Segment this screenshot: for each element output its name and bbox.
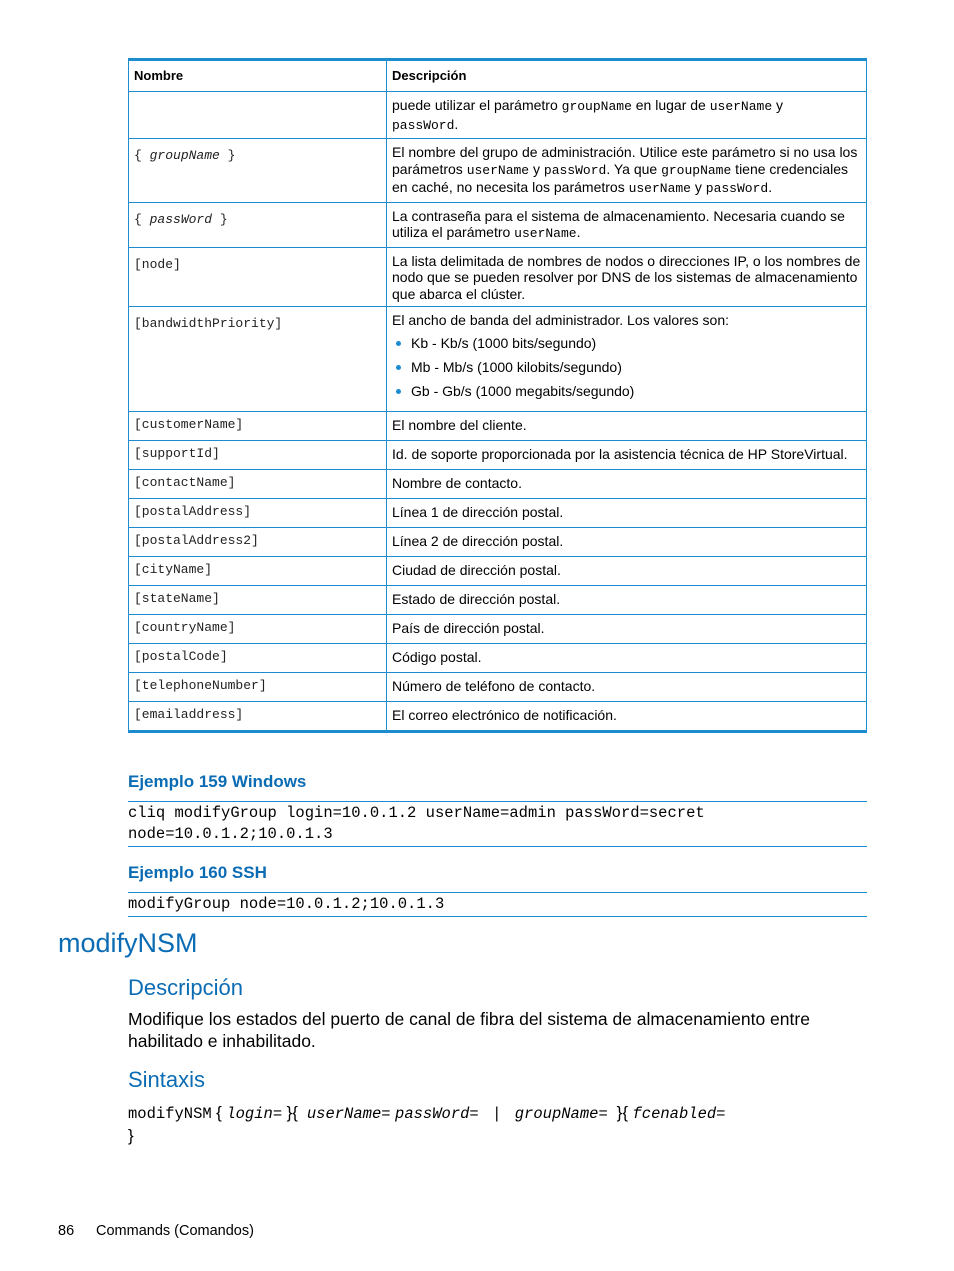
param-desc-cell: Línea 2 de dirección postal. [387, 527, 867, 556]
syntax-brace: { [292, 1103, 298, 1122]
param-name: passWord [149, 211, 213, 227]
syntax-pipe: | [492, 1105, 502, 1123]
param-desc-cell: País de dirección postal. [387, 614, 867, 643]
param-name-cell: [telephoneNumber] [129, 672, 387, 701]
syntax-heading: Sintaxis [128, 1067, 206, 1092]
example-160-title: Ejemplo 160 SSH [128, 863, 267, 882]
code-line: modifyGroup node=10.0.1.2;10.0.1.3 [128, 895, 445, 913]
syntax-brace: } [128, 1126, 134, 1145]
desc-text: y [772, 97, 784, 113]
page-number: 86 [58, 1223, 75, 1239]
value-list [392, 335, 861, 400]
bullet-icon [396, 389, 401, 394]
table-row [129, 139, 867, 203]
param-desc-cell [387, 92, 867, 139]
code-term: groupName [661, 162, 732, 178]
param-name-cell: [emailaddress] [129, 701, 387, 731]
desc-text: y [529, 160, 544, 177]
param-desc-cell: El nombre del cliente. [387, 411, 867, 440]
desc-text: . [576, 224, 581, 240]
brace: { [134, 211, 150, 227]
syntax-param: passWord= [395, 1105, 479, 1123]
syntax-brace: } [286, 1103, 293, 1122]
table-row [129, 440, 867, 469]
param-name-cell: [cityName] [129, 556, 387, 585]
table-row [129, 527, 867, 556]
table-row [129, 672, 867, 701]
bullet-icon [396, 365, 401, 370]
param-desc-cell: La lista delimitada de nombres de nodos o direcciones IP, o los nombres de nodo que se pueden resolver por DNS de los sistemas de almacenamiento que abarca el clúster. [387, 247, 867, 307]
param-name-cell: [postalCode] [129, 643, 387, 672]
example-159-code [128, 801, 867, 847]
list-item-text: Mb - Mb/s (1000 kilobits/segundo) [411, 358, 622, 375]
column-header-description: Descripción [387, 60, 867, 92]
brace: } [212, 211, 228, 227]
code-term: groupName [561, 99, 632, 114]
syntax-param: fcenabled= [632, 1105, 726, 1123]
desc-text: . [454, 115, 459, 132]
syntax-brace: { [622, 1103, 629, 1122]
bullet-icon [396, 341, 401, 346]
desc-text: en lugar de [631, 97, 710, 113]
table-row [129, 92, 867, 139]
code-term: userName [514, 226, 577, 241]
param-name-cell: [countryName] [129, 614, 387, 643]
list-item [392, 359, 861, 376]
param-name-cell: [stateName] [129, 585, 387, 614]
list-item-text: Gb - Gb/s (1000 megabits/segundo) [411, 382, 635, 399]
code-term: userName [466, 162, 530, 178]
desc-text: . [768, 179, 773, 195]
example-159-title: Ejemplo 159 Windows [128, 772, 307, 791]
table-row [129, 498, 867, 527]
param-name-cell [129, 202, 387, 247]
param-desc-cell: Estado de dirección postal. [387, 585, 867, 614]
syntax-command: modifyNSM [128, 1105, 212, 1123]
param-name-cell: [customerName] [129, 411, 387, 440]
param-name-cell: [supportId] [129, 440, 387, 469]
code-line: node=10.0.1.2;10.0.1.3 [128, 825, 333, 843]
list-item-text: Kb - Kb/s (1000 bits/segundo) [411, 334, 597, 351]
brace: } [219, 148, 236, 163]
code-term: userName [709, 99, 773, 114]
code-term: userName [628, 181, 691, 196]
syntax-param: login= [226, 1105, 283, 1123]
syntax-line [128, 1102, 873, 1147]
description-text: Modifique los estados del puerto de canal de fibra del sistema de almacenamiento entre habilitado e inhabilitado. [128, 1009, 810, 1051]
desc-text: tiene credenciales en caché, no necesita los parámetros [392, 160, 849, 195]
desc-text: El ancho de banda del administrador. Los valores son: [392, 312, 729, 328]
code-line: cliq modifyGroup login=10.0.1.2 userName=admin passWord=secret [128, 804, 705, 822]
table-row [129, 701, 867, 731]
syntax-brace: { [216, 1103, 222, 1122]
param-name-cell: [bandwidthPriority] [129, 307, 387, 412]
table-row [129, 469, 867, 498]
list-item [392, 383, 861, 400]
table-header-row [129, 60, 867, 92]
code-term: passWord [543, 162, 607, 178]
code-term: passWord [705, 181, 769, 196]
param-desc-cell: Código postal. [387, 643, 867, 672]
table-row [129, 614, 867, 643]
desc-text: La contraseña para el sistema de almacenamiento. Necesaria cuando se utiliza el parámetro [392, 207, 845, 240]
param-desc-cell [387, 139, 867, 203]
param-desc-cell: Id. de soporte proporcionada por la asistencia técnica de HP StoreVirtual. [387, 440, 867, 469]
desc-text: puede utilizar el parámetro [392, 97, 562, 113]
table-row [129, 411, 867, 440]
list-item [392, 335, 861, 352]
syntax-param: userName= [306, 1105, 391, 1123]
param-name-cell: [contactName] [129, 469, 387, 498]
param-desc-cell [387, 307, 867, 412]
param-name-cell: [postalAddress2] [129, 527, 387, 556]
param-desc-cell: El correo electrónico de notificación. [387, 701, 867, 731]
brace: { [134, 148, 150, 163]
parameter-table [128, 58, 867, 733]
param-name-cell: [node] [129, 247, 387, 307]
param-name-cell [129, 92, 387, 139]
column-header-name: Nombre [129, 60, 387, 92]
table-row [129, 202, 867, 247]
param-name-cell [129, 139, 387, 203]
syntax-param: groupName= [514, 1105, 608, 1123]
param-desc-cell [387, 202, 867, 247]
param-desc-cell: Línea 1 de dirección postal. [387, 498, 867, 527]
page-footer [58, 1223, 254, 1239]
param-name-cell: [postalAddress] [129, 498, 387, 527]
description-heading: Descripción [128, 975, 243, 1000]
desc-text: y [691, 179, 706, 195]
param-desc-cell: Nombre de contacto. [387, 469, 867, 498]
syntax-brace: } [616, 1103, 623, 1122]
table-row [129, 556, 867, 585]
param-name: groupName [149, 148, 220, 163]
param-desc-cell: Ciudad de dirección postal. [387, 556, 867, 585]
example-160-code [128, 892, 867, 917]
desc-text: El nombre del grupo de administración. Utilice este parámetro si no usa los parámetros [392, 144, 858, 177]
table-row [129, 247, 867, 307]
table-row [129, 585, 867, 614]
desc-text: . Ya que [606, 160, 662, 177]
table-row [129, 643, 867, 672]
section-title: modifyNSM [58, 928, 198, 958]
chapter-title: Commands (Comandos) [96, 1223, 254, 1239]
param-desc-cell: Número de teléfono de contacto. [387, 672, 867, 701]
code-term: passWord [392, 117, 455, 133]
table-row [129, 307, 867, 412]
